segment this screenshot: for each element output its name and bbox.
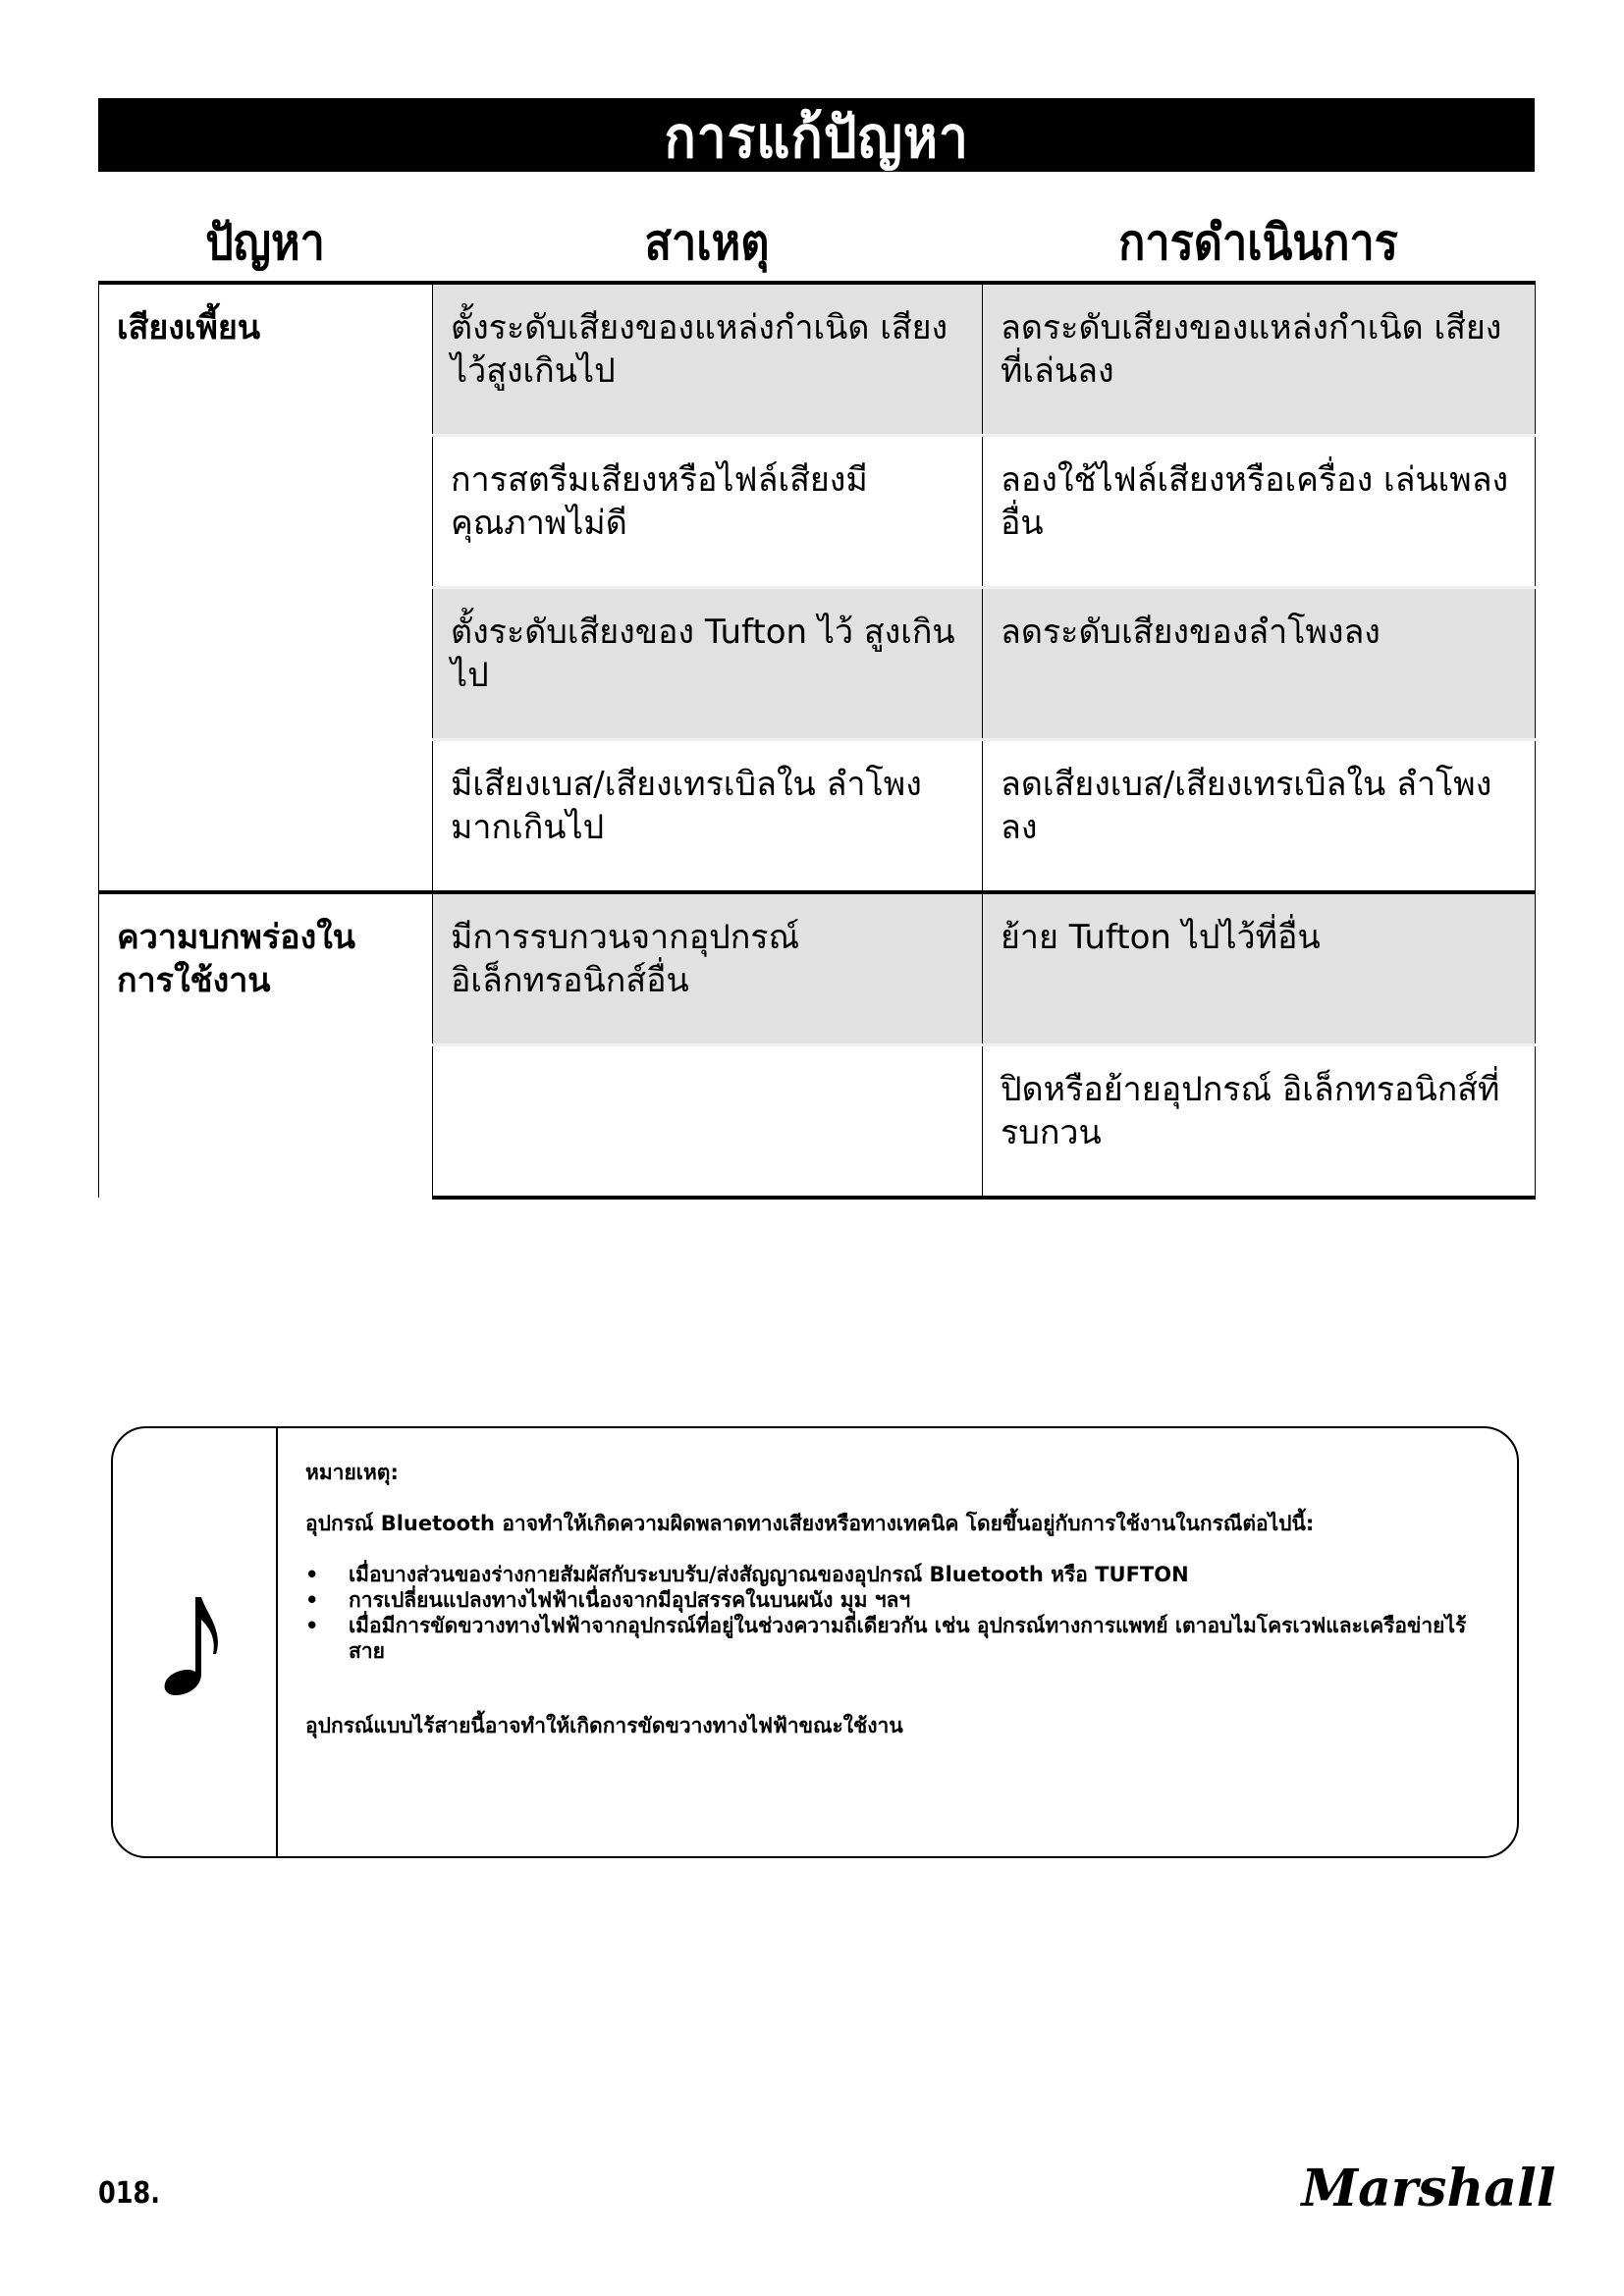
note-footer: อุปกรณ์แบบไร้สายนี้อาจทำให้เกิดการขัดขวางทางไฟฟ้าขณะใช้งาน	[305, 1714, 903, 1737]
list-item-text: การเปลี่ยนแปลงทางไฟฟ้าเนื่องจากมีอุปสรรคในบนผนัง มุม ฯลฯ	[349, 1588, 911, 1612]
cause-cell: ตั้งระดับเสียงของ Tufton ไว้ สูงเกินไป	[433, 588, 983, 740]
action-cell: ลดระดับเสียงของแหล่งกำเนิด เสียงที่เล่นลง	[983, 283, 1536, 436]
column-header-action: การดำเนินการ	[1118, 214, 1398, 271]
bullet: •	[305, 1588, 319, 1612]
problem-cell	[99, 283, 433, 892]
table-row	[99, 283, 1536, 436]
note-list	[305, 1562, 1484, 1664]
note-divider	[276, 1428, 278, 1856]
list-item	[305, 1613, 1484, 1664]
music-note-icon	[162, 1593, 231, 1701]
column-header-cause: สาเหตุ	[644, 214, 770, 271]
list-item-text: เมื่อมีการขัดขวางทางไฟฟ้าจากอุปกรณ์ที่อยู่ในช่วงความถี่เดียวกัน เช่น อุปกรณ์ทางการแพทย์ เตาอบไมโครเวฟและเครือข่ายไร้สาย	[349, 1614, 1467, 1663]
brand-name: Marshall	[1301, 2159, 1556, 2218]
action-cell: ลดเสียงเบส/เสียงเทรเบิลใน ลำโพงลง	[983, 740, 1536, 893]
cause-cell: ตั้งระดับเสียงของแหล่งกำเนิด เสียงไว้สูงเกินไป	[433, 283, 983, 436]
cause-cell: การสตรีมเสียงหรือไฟล์เสียงมี คุณภาพไม่ดี	[433, 436, 983, 588]
note-heading: หมายเหตุ:	[305, 1461, 399, 1484]
page-number: 018.	[98, 2176, 160, 2211]
cause-cell: มีเสียงเบส/เสียงเทรเบิลใน ลำโพงมากเกินไป	[433, 740, 983, 893]
action-cell: ลองใช้ไฟล์เสียงหรือเครื่อง เล่นเพลงอื่น	[983, 436, 1536, 588]
table-column-headers	[98, 208, 1535, 277]
problem-label: ความบกพร่องใน การใช้งาน	[117, 918, 356, 1000]
action-cell: ย้าย Tufton ไปไว้ที่อื่น	[983, 892, 1536, 1045]
list-item-text: เมื่อบางส่วนของร่างกายสัมผัสกับระบบรับ/ส่งสัญญาณของอุปกรณ์ Bluetooth หรือ TUFTON	[349, 1563, 1189, 1586]
cause-cell: มีการรบกวนจากอุปกรณ์ อิเล็กทรอนิกส์อื่น	[433, 892, 983, 1045]
troubleshooting-table	[98, 281, 1536, 1200]
action-cell: ลดระดับเสียงของลำโพงลง	[983, 588, 1536, 740]
page-title: การแก้ปัญหา	[664, 104, 969, 171]
list-item	[305, 1562, 1484, 1587]
cause-cell	[433, 1045, 983, 1199]
action-cell: ปิดหรือย้ายอุปกรณ์ อิเล็กทรอนิกส์ที่รบกวน	[983, 1045, 1536, 1199]
column-header-problem: ปัญหา	[205, 214, 325, 271]
problem-label: เสียงเพี้ยน	[117, 308, 261, 347]
bullet: •	[305, 1614, 319, 1637]
section-title-bar	[98, 98, 1535, 172]
note-intro: อุปกรณ์ Bluetooth อาจทำให้เกิดความผิดพลาดทางเสียงหรือทางเทคนิค โดยขึ้นอยู่กับการใช้งานในกรณีต่อไปนี้:	[305, 1512, 1315, 1535]
note-box	[111, 1426, 1519, 1858]
marshall-logo	[1301, 2155, 1556, 2223]
note-content	[305, 1460, 1484, 1738]
problem-cell	[99, 892, 433, 1198]
table-row	[99, 892, 1536, 1045]
bullet: •	[305, 1563, 319, 1586]
list-item	[305, 1587, 1484, 1613]
